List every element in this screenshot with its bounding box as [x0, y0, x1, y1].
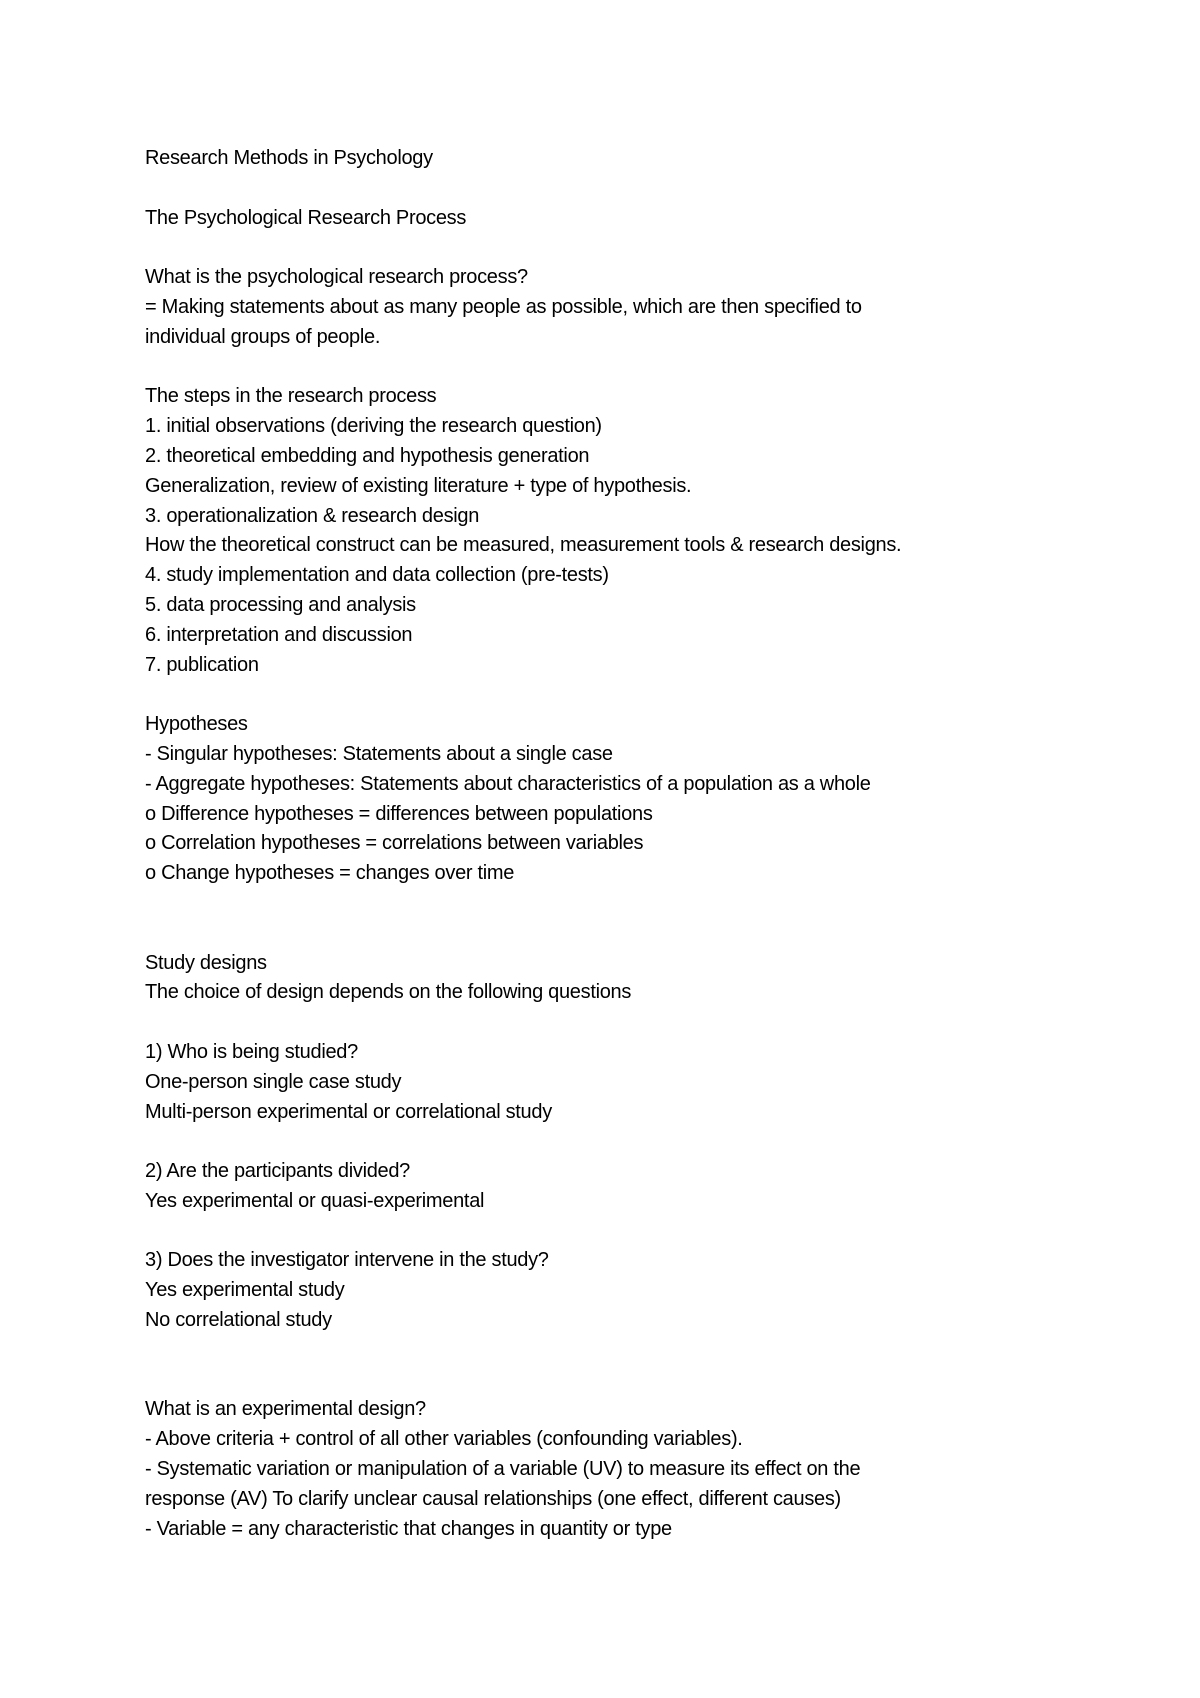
hypothesis-subitem: o Difference hypotheses = differences between populations	[145, 802, 653, 825]
step-detail: How the theoretical construct can be measured, measurement tools & research designs.	[145, 534, 902, 557]
step-item: 1. initial observations (deriving the research question)	[145, 415, 602, 438]
experimental-item: - Above criteria + control of all other variables (confounding variables).	[145, 1428, 743, 1451]
blank-line	[145, 1127, 1145, 1157]
designs-intro: The choice of design depends on the following questions	[145, 981, 632, 1004]
section-heading: The Psychological Research Process	[145, 206, 467, 229]
hypothesis-item: - Aggregate hypotheses: Statements about characteristics of a population as a whole	[145, 772, 871, 795]
blank-line	[145, 233, 1145, 263]
blank-line	[145, 889, 1145, 919]
designs-heading: Study designs	[145, 951, 267, 974]
design-question: 1) Who is being studied?	[145, 1040, 358, 1063]
hypothesis-subitem: o Change hypotheses = changes over time	[145, 862, 515, 885]
blank-line	[145, 174, 1145, 204]
blank-line	[145, 680, 1145, 710]
step-item: 7. publication	[145, 653, 259, 676]
design-question: 2) Are the participants divided?	[145, 1160, 411, 1183]
blank-line	[145, 1217, 1145, 1247]
blank-line	[145, 1366, 1145, 1396]
design-answer: Yes experimental or quasi-experimental	[145, 1189, 485, 1212]
answer-text: individual groups of people.	[145, 325, 381, 348]
step-item: 2. theoretical embedding and hypothesis generation	[145, 444, 590, 467]
steps-heading: The steps in the research process	[145, 385, 437, 408]
blank-line	[145, 1336, 1145, 1366]
design-answer: Yes experimental study	[145, 1279, 345, 1302]
step-item: 5. data processing and analysis	[145, 593, 416, 616]
experimental-item: - Variable = any characteristic that changes in quantity or type	[145, 1517, 672, 1540]
step-item: 4. study implementation and data collection (pre-tests)	[145, 564, 609, 587]
blank-line	[145, 353, 1145, 383]
experimental-heading: What is an experimental design?	[145, 1398, 426, 1421]
experimental-item: - Systematic variation or manipulation of a variable (UV) to measure its effect on the	[145, 1458, 861, 1481]
question-text: What is the psychological research process?	[145, 266, 528, 289]
experimental-item: response (AV) To clarify unclear causal relationships (one effect, different causes)	[145, 1487, 841, 1510]
hypothesis-subitem: o Correlation hypotheses = correlations between variables	[145, 832, 644, 855]
document-title: Research Methods in Psychology	[145, 147, 433, 169]
document-body	[145, 144, 1145, 1544]
design-question: 3) Does the investigator intervene in the study?	[145, 1249, 549, 1272]
hypothesis-item: - Singular hypotheses: Statements about a single case	[145, 742, 613, 765]
design-answer: No correlational study	[145, 1309, 332, 1332]
design-answer: Multi-person experimental or correlational study	[145, 1100, 552, 1123]
answer-text: = Making statements about as many people as possible, which are then specified to	[145, 295, 862, 318]
design-answer: One-person single case study	[145, 1070, 402, 1093]
step-item: 3. operationalization & research design	[145, 504, 480, 527]
step-item: 6. interpretation and discussion	[145, 623, 413, 646]
step-detail: Generalization, review of existing literature + type of hypothesis.	[145, 474, 692, 497]
hypotheses-heading: Hypotheses	[145, 713, 248, 736]
blank-line	[145, 919, 1145, 949]
blank-line	[145, 1008, 1145, 1038]
